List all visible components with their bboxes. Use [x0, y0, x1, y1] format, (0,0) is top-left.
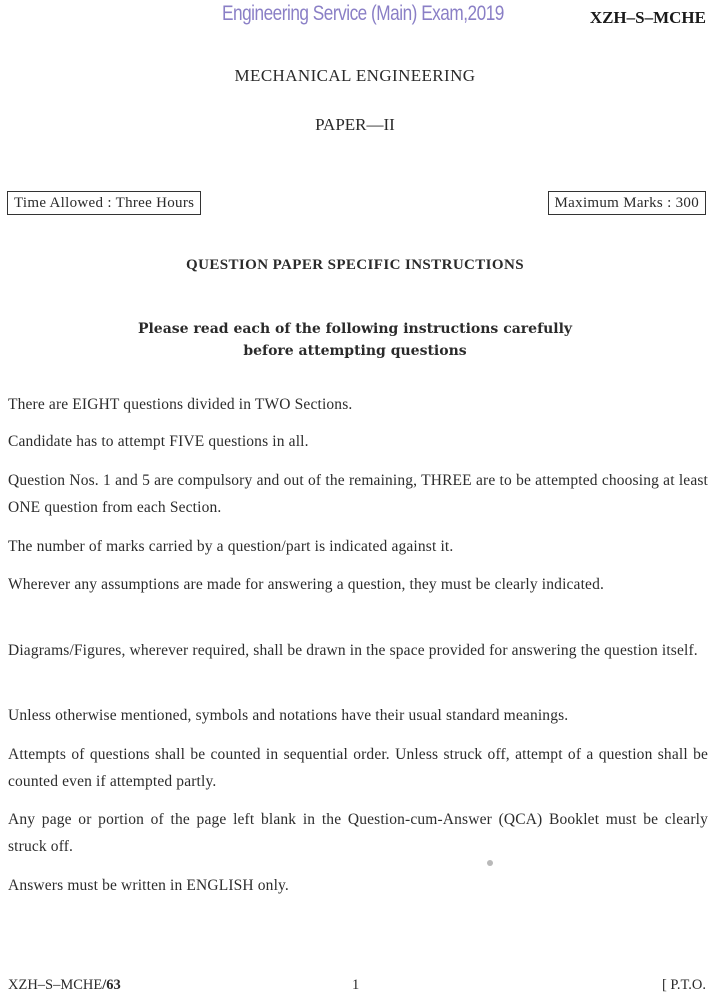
instruction-item: Attempts of questions shall be counted in sequential order. Unless struck off, attempt of a question shall be counted even if attempted partly.	[8, 746, 708, 790]
footer-code-text: XZH–S–MCHE	[8, 977, 103, 993]
time-allowed-box: Time Allowed : Three Hours	[7, 191, 201, 215]
subject-title: MECHANICAL ENGINEERING	[234, 66, 476, 85]
maximum-marks-box: Maximum Marks : 300	[548, 191, 706, 215]
page-number: 1	[352, 977, 360, 993]
footer-paper-code	[8, 977, 121, 994]
instruction-item: Question Nos. 1 and 5 are compulsory and out of the remaining, THREE are to be attempted choosing at least ONE question from each Section.	[8, 472, 708, 516]
instructions-heading: QUESTION PAPER SPECIFIC INSTRUCTIONS	[186, 257, 524, 273]
paper-code: XZH–S–MCHE	[589, 8, 706, 27]
instruction-item: Candidate has to attempt FIVE questions in all.	[8, 433, 309, 450]
instruction-item: Diagrams/Figures, wherever required, shall be drawn in the space provided for answering the question itself.	[8, 642, 698, 659]
instruction-item: Answers must be written in ENGLISH only.	[8, 877, 289, 894]
read-notice-line2: before attempting questions	[243, 343, 467, 359]
paper-number: PAPER—II	[315, 115, 395, 134]
read-notice-line1: Please read each of the following instructions carefully	[137, 321, 573, 337]
exam-stamp: Engineering Service (Main) Exam,2019	[222, 2, 504, 25]
read-notice	[0, 318, 710, 362]
scan-speck	[487, 860, 493, 866]
instruction-item: Wherever any assumptions are made for answering a question, they must be clearly indicated.	[8, 576, 604, 593]
footer-code-suffix: /63	[102, 977, 121, 993]
instruction-item: Unless otherwise mentioned, symbols and notations have their usual standard meanings.	[8, 707, 569, 724]
instruction-item: The number of marks carried by a question/part is indicated against it.	[8, 538, 454, 555]
pto-label: [ P.T.O.	[661, 977, 706, 993]
instruction-item: Any page or portion of the page left blank in the Question-cum-Answer (QCA) Booklet must be clearly struck off.	[8, 811, 708, 855]
instruction-item: There are EIGHT questions divided in TWO Sections.	[8, 396, 353, 413]
